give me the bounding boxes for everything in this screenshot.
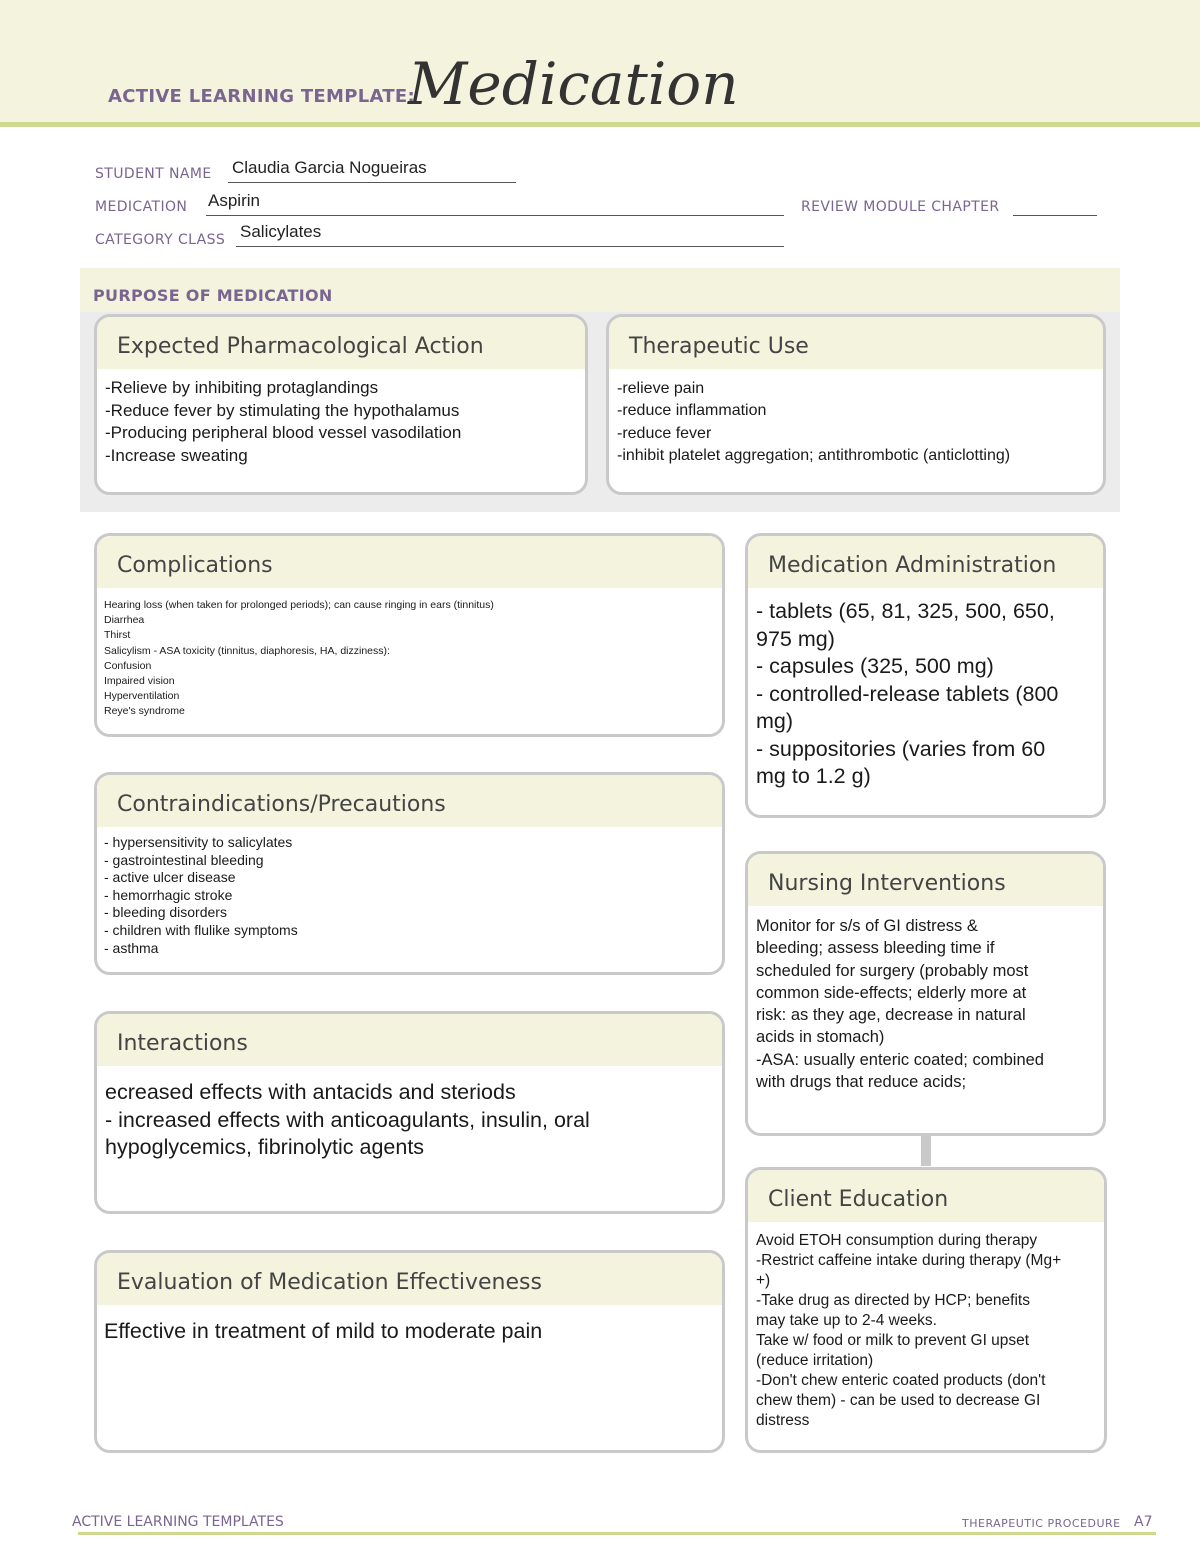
text-line: Hyperventilation: [104, 690, 180, 703]
complications-body[interactable]: [97, 588, 722, 720]
text-line: - hypersensitivity to salicylates: [104, 834, 293, 850]
text-line: Monitor for s/s of GI distress &: [756, 917, 978, 935]
text-line: - controlled-release tablets (800: [756, 681, 1059, 706]
text-line: -inhibit platelet aggregation; antithrombotic (anticlotting): [617, 446, 1011, 464]
page-title: Medication: [408, 50, 739, 118]
expected-action-title: Expected Pharmacological Action: [97, 317, 585, 369]
text-line: - hemorrhagic stroke: [104, 886, 233, 903]
evaluation-body[interactable]: [97, 1305, 722, 1346]
text-line: Diarrhea: [104, 614, 145, 627]
text-line: Reye's syndrome: [104, 705, 185, 718]
text-line: common side-effects; elderly more at: [756, 983, 1027, 1002]
text-line: -Take drug as directed by HCP; benefits: [756, 1292, 1030, 1309]
text-line: -Producing peripheral blood vessel vasodilation: [105, 423, 462, 442]
complications-card: [94, 533, 725, 737]
text-line: acids in stomach): [756, 1028, 885, 1047]
text-line: (reduce irritation): [756, 1352, 874, 1369]
contraindications-title: Contraindications/Precautions: [97, 775, 722, 827]
text-line: - capsules (325, 500 mg): [756, 654, 994, 678]
student-name-field[interactable]: Claudia Garcia Nogueiras: [232, 158, 427, 177]
text-line: - children with flulike symptoms: [104, 921, 298, 938]
text-line: mg): [756, 709, 794, 733]
contraindications-card: [94, 772, 725, 975]
text-line: -reduce inflammation: [617, 402, 767, 420]
text-line: distress: [756, 1412, 810, 1429]
text-line: hypoglycemics, fibrinolytic agents: [105, 1135, 425, 1159]
text-line: - active ulcer disease: [104, 869, 236, 886]
text-line: -relieve pain: [617, 380, 705, 397]
text-line: -Increase sweating: [105, 445, 248, 465]
text-line: mg to 1.2 g): [756, 764, 871, 788]
text-line: Effective in treatment of mild to moderate pain: [104, 1319, 543, 1343]
text-line: - gastrointestinal bleeding: [104, 851, 264, 868]
text-line: Take w/ food or milk to prevent GI upset: [756, 1332, 1030, 1349]
footer-right-text: THERAPEUTIC PROCEDURE: [962, 1517, 1121, 1530]
text-line: chew them) - can be used to decrease GI: [756, 1392, 1041, 1409]
medication-administration-card: [745, 533, 1106, 818]
text-line: Hearing loss (when taken for prolonged periods); can cause ringing in ears (tinnitus): [104, 599, 494, 611]
student-name-label: STUDENT NAME: [95, 166, 212, 182]
interactions-title: Interactions: [97, 1014, 722, 1066]
template-label: ACTIVE LEARNING TEMPLATE:: [108, 86, 415, 107]
medication-label: MEDICATION: [95, 199, 188, 215]
student-name-line: [228, 182, 516, 183]
therapeutic-use-body[interactable]: [609, 369, 1103, 467]
nursing-interventions-body[interactable]: [748, 906, 1103, 1093]
expected-action-body[interactable]: [97, 369, 585, 467]
category-class-line: [236, 246, 784, 247]
text-line: Impaired vision: [104, 675, 175, 688]
medication-administration-body[interactable]: [748, 588, 1103, 791]
header-divider: [0, 122, 1200, 127]
category-class-field[interactable]: Salicylates: [240, 222, 322, 241]
text-line: - suppositories (varies from 60: [756, 736, 1046, 761]
text-line: - increased effects with anticoagulants, insulin, oral: [105, 1107, 590, 1132]
nursing-interventions-title: Nursing Interventions: [748, 854, 1103, 906]
text-line: Thirst: [104, 629, 131, 642]
text-line: - tablets (65, 81, 325, 500, 650,: [756, 599, 1055, 623]
complications-title: Complications: [97, 536, 722, 588]
text-line: - bleeding disorders: [104, 904, 227, 921]
expected-action-card: [94, 314, 588, 495]
medication-administration-title: Medication Administration: [748, 536, 1103, 588]
page-number: A7: [1134, 1514, 1153, 1530]
text-line: -ASA: usually enteric coated; combined: [756, 1050, 1044, 1069]
client-education-title: Client Education: [748, 1170, 1104, 1222]
text-line: Confusion: [104, 659, 152, 672]
interactions-body[interactable]: [97, 1066, 722, 1162]
text-line: bleeding; assess bleeding time if: [756, 939, 995, 958]
text-line: ecreased effects with antacids and steriods: [105, 1080, 516, 1104]
text-line: may take up to 2-4 weeks.: [756, 1312, 937, 1329]
footer-left-text: ACTIVE LEARNING TEMPLATES: [72, 1514, 284, 1530]
evaluation-title: Evaluation of Medication Effectiveness: [97, 1253, 722, 1305]
text-line: -Don't chew enteric coated products (don't: [756, 1372, 1046, 1389]
text-line: -Reduce fever by stimulating the hypothalamus: [105, 400, 460, 420]
client-education-body[interactable]: [748, 1222, 1104, 1431]
medication-line: [206, 215, 784, 216]
medication-field[interactable]: Aspirin: [208, 191, 260, 210]
text-line: 975 mg): [756, 626, 835, 651]
text-line: Avoid ETOH consumption during therapy: [756, 1232, 1038, 1249]
contraindications-body[interactable]: [97, 827, 722, 957]
text-line: -Relieve by inhibiting protaglandings: [105, 378, 379, 397]
category-class-label: CATEGORY CLASS: [95, 232, 226, 248]
text-line: - asthma: [104, 939, 159, 956]
review-module-label: REVIEW MODULE CHAPTER: [801, 199, 1000, 215]
text-line: Salicylism - ASA toxicity (tinnitus, diaphoresis, HA, dizziness):: [104, 644, 390, 657]
review-module-line: [1013, 215, 1097, 216]
interactions-card: [94, 1011, 725, 1214]
section-connector: [921, 1134, 931, 1166]
text-line: scheduled for surgery (probably most: [756, 961, 1029, 980]
evaluation-card: [94, 1250, 725, 1453]
text-line: with drugs that reduce acids;: [756, 1073, 967, 1092]
text-line: -reduce fever: [617, 424, 712, 442]
footer-divider: [78, 1532, 1156, 1535]
purpose-label: PURPOSE OF MEDICATION: [93, 286, 333, 305]
text-line: -Restrict caffeine intake during therapy (Mg+: [756, 1252, 1062, 1269]
client-education-card: [745, 1167, 1107, 1453]
nursing-interventions-card: [745, 851, 1106, 1136]
text-line: +): [756, 1272, 771, 1289]
text-line: risk: as they age, decrease in natural: [756, 1006, 1026, 1025]
therapeutic-use-title: Therapeutic Use: [609, 317, 1103, 369]
therapeutic-use-card: [606, 314, 1106, 495]
